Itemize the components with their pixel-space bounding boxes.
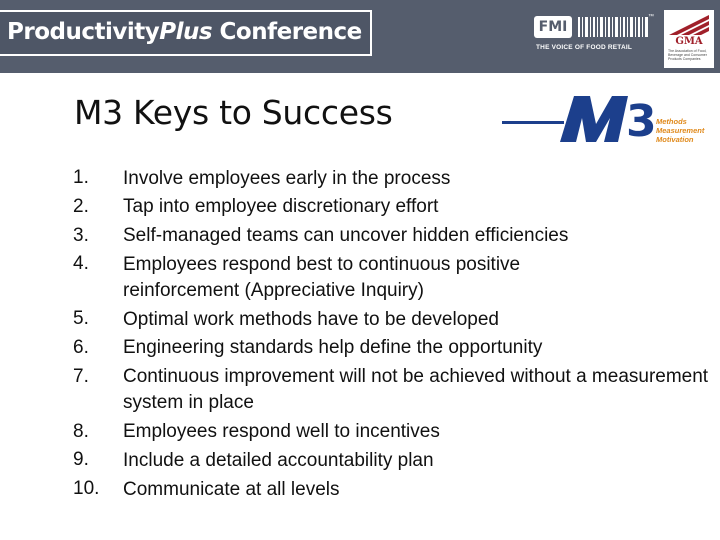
list-item-number: 4. [73, 253, 89, 275]
svg-text:3: 3 [626, 96, 657, 147]
list-item-text: Tap into employee discretionary effort [123, 196, 439, 218]
fmi-tagline: THE VOICE OF FOOD RETAIL [536, 44, 633, 51]
m3-line-motivation: Motivation [656, 135, 694, 144]
list-item-number: 3. [73, 224, 89, 246]
list-item-text: Employees respond well to incentives [123, 421, 440, 443]
list-item-number: 9. [73, 449, 89, 471]
conference-title [7, 19, 362, 45]
fmi-logo [534, 16, 652, 58]
list-item [73, 250, 713, 305]
m3-logo [500, 84, 715, 150]
list-item [73, 193, 713, 222]
list-item-text: Involve employees early in the process [123, 167, 451, 189]
list-item-number: 6. [73, 336, 89, 358]
list-item-text: Self-managed teams can uncover hidden efficiencies [123, 225, 569, 247]
list-item-text: Engineering standards help define the opportunity [123, 337, 543, 359]
list-item-text: Optimal work methods have to be developed [123, 308, 499, 330]
m3-logo-icon [500, 84, 660, 150]
list-item [73, 363, 713, 418]
title-part-conference: Conference [212, 19, 362, 45]
gma-subtext: The Association of Food, Beverage and Consumer Products Companies [668, 49, 707, 61]
m3-line-measurement: Measurement [656, 126, 705, 135]
m3-logo-text [656, 117, 716, 144]
list-item-number: 5. [73, 308, 89, 330]
list-item-text: Communicate at all levels [123, 478, 340, 500]
list-item [73, 334, 713, 363]
title-part-productivity: Productivity [7, 19, 160, 45]
list-item-text: Include a detailed accountability plan [123, 449, 434, 471]
list-item-number: 1. [73, 167, 89, 188]
list-item-text: Continuous improvement will not be achieved without a measurement system in place [123, 366, 709, 414]
gma-stripes-icon [669, 15, 709, 35]
gma-logo-text: GMA [675, 36, 703, 47]
list-item-text: Employees respond best to continuous positive reinforcement (Appreciative Inquiry) [123, 253, 521, 301]
list-item [73, 222, 713, 251]
slide-title: M3 Keys to Success [74, 93, 393, 132]
list-item [73, 164, 713, 193]
fmi-logo-mark: FMI [534, 16, 572, 38]
list-item-number: 2. [73, 195, 89, 217]
list-item-number: 7. [73, 365, 89, 387]
gma-logo [664, 10, 714, 68]
list-item [73, 446, 713, 475]
conference-title-box [0, 10, 372, 56]
barcode-icon [578, 17, 648, 37]
title-part-plus: Plus [159, 19, 213, 45]
keys-list [73, 164, 713, 504]
list-item [73, 418, 713, 447]
list-item [73, 475, 713, 504]
list-item-number: 10. [73, 478, 100, 500]
header-banner [0, 0, 720, 73]
list-item-number: 8. [73, 420, 89, 442]
list-item [73, 305, 713, 334]
trademark-mark: ™ [648, 14, 654, 20]
m3-line-methods: Methods [656, 117, 687, 126]
